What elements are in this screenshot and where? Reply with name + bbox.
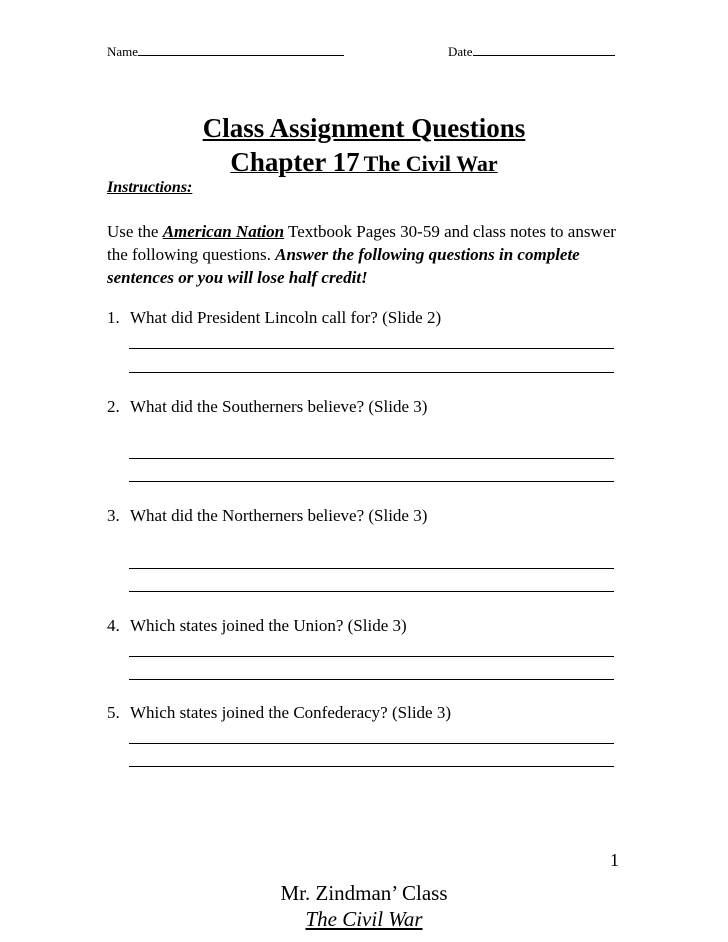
chapter-number: Chapter 17 [230,147,360,177]
question-1 [107,308,441,328]
answer-line[interactable] [129,458,614,459]
name-blank-line[interactable] [138,43,344,56]
answer-line[interactable] [129,372,614,373]
answer-line[interactable] [129,481,614,482]
question-number: 5. [107,703,120,722]
footer-unit-title: The Civil War [305,907,423,931]
chapter-name: The Civil War [363,151,498,176]
answer-line[interactable] [129,591,614,592]
instructions-warning: Answer the following questions in complete sentences or you will lose half credit! [107,245,580,287]
question-4 [107,616,407,636]
question-text: Which states joined the Confederacy? (Slide 3) [130,703,451,722]
date-field[interactable] [448,43,615,60]
question-number: 1. [107,308,120,327]
question-text: Which states joined the Union? (Slide 3) [130,616,407,635]
date-blank-line[interactable] [473,43,615,56]
question-text: What did the Northerners believe? (Slide 3) [130,506,428,525]
answer-line[interactable] [129,568,614,569]
question-number: 2. [107,397,120,416]
answer-line[interactable] [129,743,614,744]
question-number: 4. [107,616,120,635]
question-5 [107,703,451,723]
instructions-text-after: Textbook Pages 30-59 and class notes to answer the following questions. [107,222,616,264]
instructions-label: Instructions: [107,179,193,196]
answer-line[interactable] [129,656,614,657]
question-number: 3. [107,506,120,525]
question-text: What did the Southerners believe? (Slide 3) [130,397,428,416]
name-label: Name [107,44,139,59]
answer-line[interactable] [129,348,614,349]
name-field[interactable] [107,43,344,60]
chapter-title [0,146,728,183]
textbook-title: American Nation [162,222,285,241]
page-number: 1 [610,850,619,870]
question-2 [107,397,427,417]
answer-line[interactable] [129,679,614,680]
instructions-paragraph [107,220,627,289]
date-label: Date [448,44,473,59]
page-title: Class Assignment Questions [202,113,526,143]
question-3 [107,506,427,526]
question-text: What did President Lincoln call for? (Slide 2) [130,308,442,327]
answer-line[interactable] [129,766,614,767]
footer-class-name: Mr. Zindman’ Class [280,881,448,905]
instructions-text-before: Use the [107,222,163,241]
